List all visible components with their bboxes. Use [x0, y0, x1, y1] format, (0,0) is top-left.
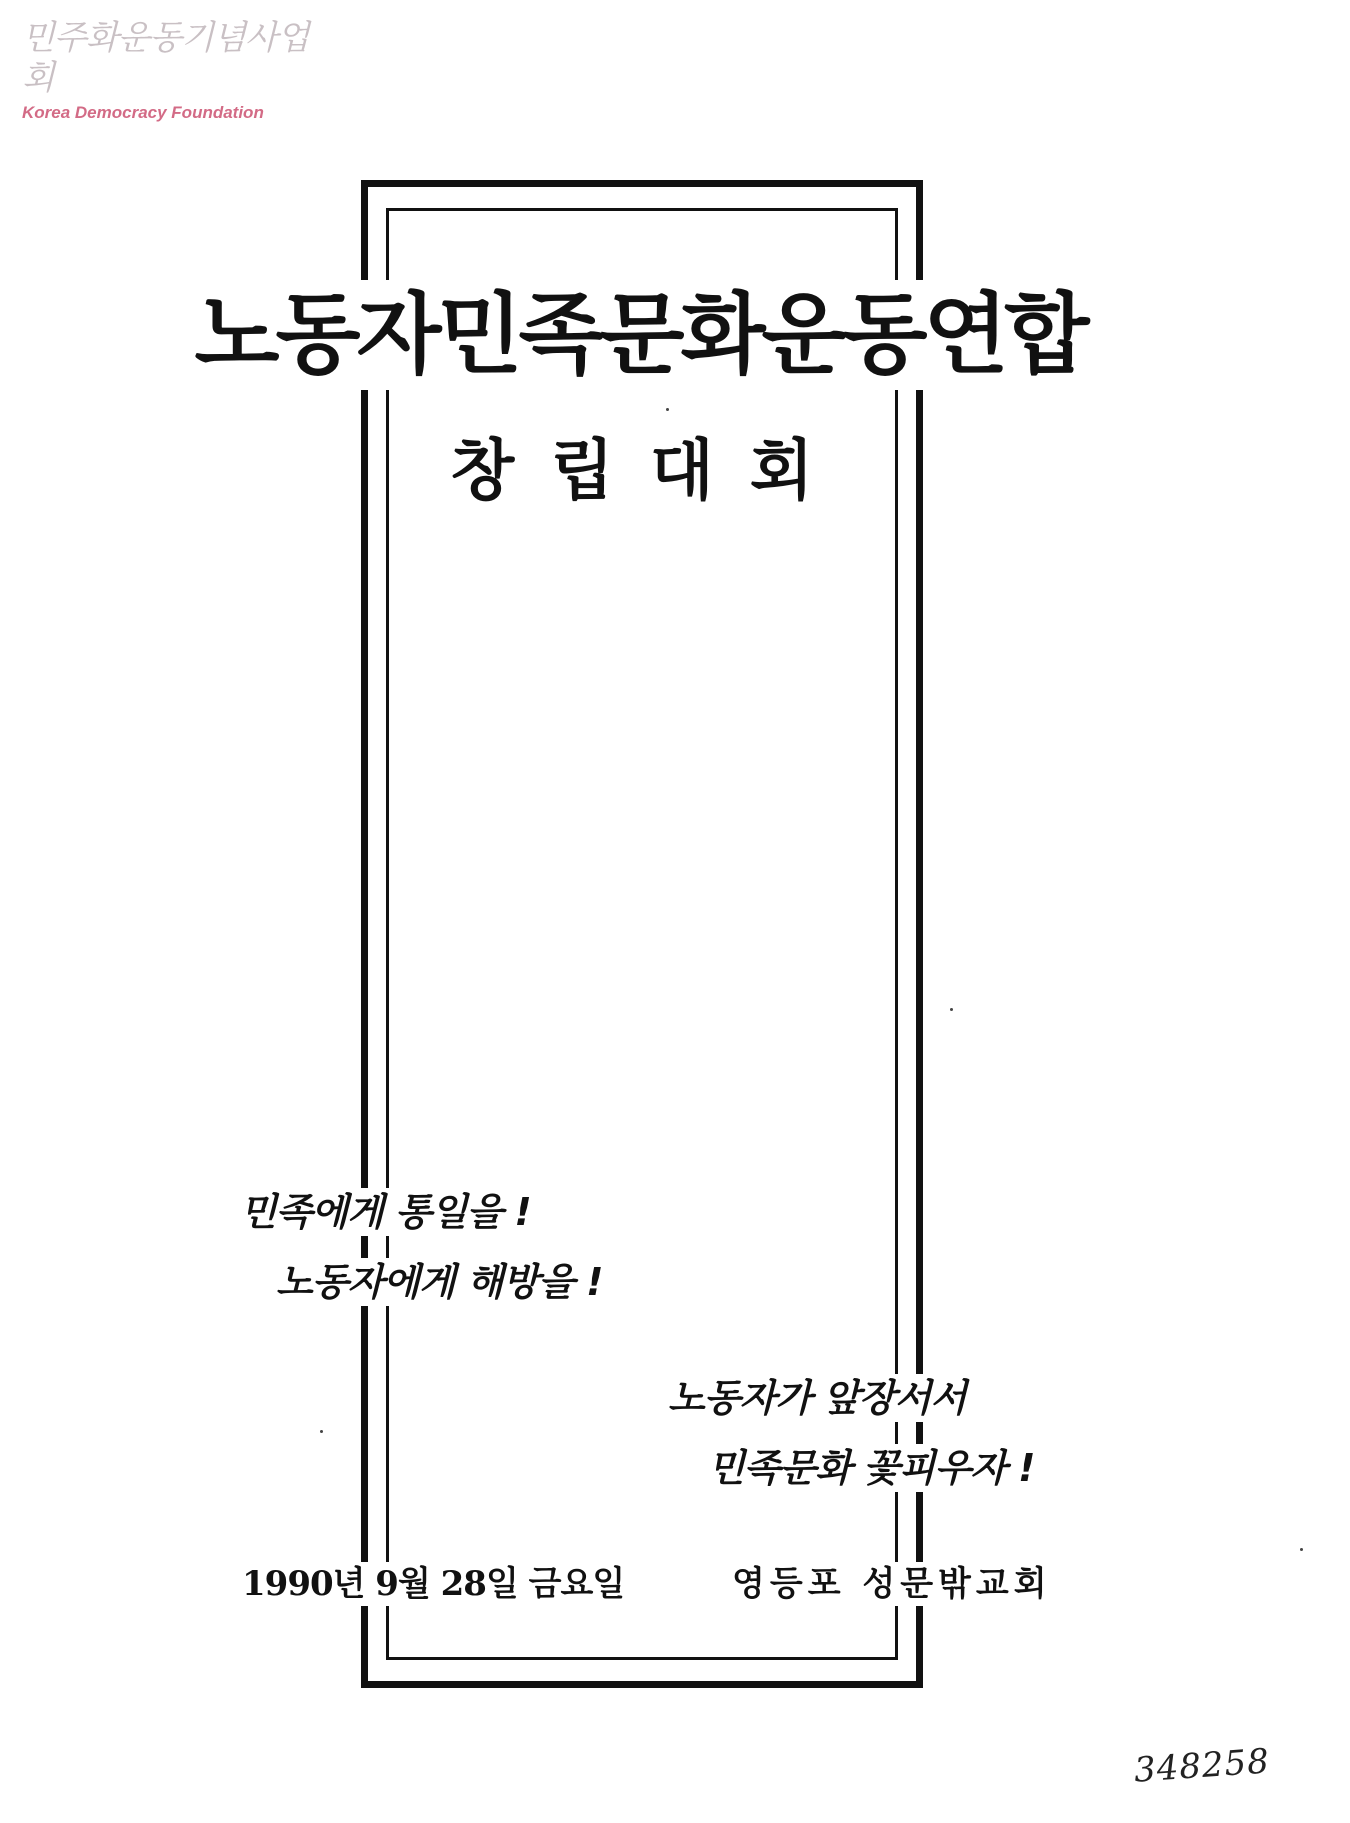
slogan-culture-bloom: 민족문화 꽃피우자 ! — [704, 1444, 1038, 1492]
foundation-watermark — [22, 18, 312, 124]
scan-speck — [666, 408, 669, 411]
scan-speck — [950, 1008, 953, 1011]
scan-speck — [320, 1430, 323, 1433]
slogan-liberation: 노동자에게 해방을 ! — [272, 1258, 606, 1306]
document-subtitle: 창립대회 — [450, 431, 850, 509]
event-venue: 영등포 성문밖교회 — [728, 1562, 1056, 1606]
watermark-english: Korea Democracy Foundation — [22, 103, 264, 122]
watermark-korean: 민주화운동기념사업회 — [22, 18, 309, 98]
slogan-workers-lead: 노동자가 앞장서서 — [664, 1374, 970, 1422]
document-title: 노동자민족문화운동연합 — [170, 280, 1110, 390]
scan-speck — [1300, 1548, 1303, 1551]
inner-frame-border — [386, 208, 898, 1660]
event-date: 1990년 9월 28일 금요일 — [238, 1562, 628, 1606]
handwritten-archive-number: 348258 — [1132, 1741, 1272, 1791]
slogan-unification: 민족에게 통일을 ! — [236, 1188, 535, 1236]
